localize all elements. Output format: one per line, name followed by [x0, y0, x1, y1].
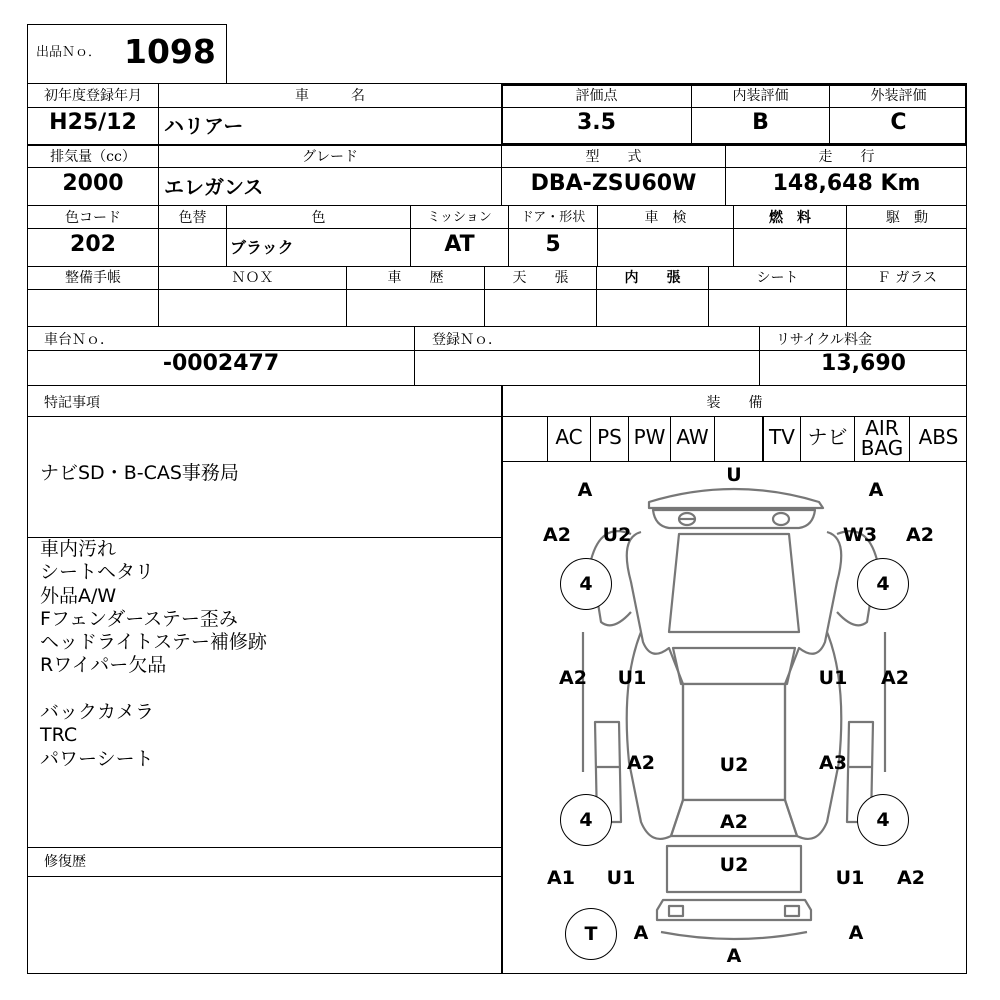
tire-spare: T — [565, 908, 617, 960]
damage-mark: A — [633, 922, 649, 944]
rule — [27, 326, 967, 327]
recycle-label: リサイクル料金 — [776, 332, 873, 348]
remarks-label: 特記事項 — [44, 395, 100, 411]
reg-date-label: 初年度登録年月 — [44, 88, 142, 104]
damage-mark: A3 — [819, 752, 847, 774]
color-label: 色 — [311, 210, 326, 226]
remark-note: シートヘタリ — [40, 561, 155, 584]
fuel-label: 燃 料 — [769, 210, 811, 226]
inspection-label: 車 検 — [644, 210, 687, 226]
rule — [27, 847, 501, 848]
interior-label: 内装評価 — [732, 88, 789, 104]
lot-number: 1098 — [124, 32, 216, 71]
f-glass-label: Ｆ ガラス — [876, 270, 938, 286]
remarks-main: ナビSD・B-CAS事務局 — [40, 462, 239, 484]
damage-mark: U — [726, 464, 742, 486]
front-bumper — [649, 489, 823, 508]
interior-value: B — [752, 110, 769, 135]
model-value: DBA-ZSU60W — [530, 171, 697, 196]
damage-mark: A2 — [881, 667, 909, 689]
transmission-label: ミッション — [427, 210, 492, 225]
damage-mark: A — [848, 922, 864, 944]
remark-note: Rワイパー欠品 — [40, 654, 167, 677]
damage-mark: U2 — [719, 754, 749, 776]
equipment-ps: PS — [591, 417, 629, 461]
remark-note: バックカメラ — [40, 701, 155, 724]
grade-value: エレガンス — [164, 175, 264, 199]
drive-label: 駆 動 — [886, 210, 928, 226]
lot-label: 出品Ｎｏ． — [36, 45, 102, 60]
seat-label: シート — [756, 270, 799, 286]
damage-mark: A2 — [627, 752, 655, 774]
front-grille — [653, 510, 815, 528]
color-code-label: 色コード — [65, 210, 121, 226]
hood — [669, 534, 799, 632]
displacement-value: 2000 — [62, 171, 124, 196]
maintenance-label: 整備手帳 — [65, 270, 121, 286]
damage-mark: U2 — [719, 854, 749, 876]
nox-label: ＮＯＸ — [231, 270, 274, 286]
windshield — [673, 648, 795, 684]
rule — [27, 205, 967, 206]
remark-note: 車内汚れ — [40, 538, 117, 560]
car-name-label: 車 名 — [295, 88, 365, 104]
mileage-label: 走 行 — [818, 149, 875, 165]
grade-label: グレード — [302, 149, 358, 165]
damage-mark: A — [577, 479, 593, 501]
equipment-tv: TV — [763, 417, 801, 461]
chassis-value: -0002477 — [162, 351, 280, 376]
equipment-navi: ナビ — [801, 417, 855, 461]
remarks-notes — [40, 538, 267, 771]
mileage-value: 148,648 Km — [772, 171, 921, 196]
remark-note: TRC — [40, 724, 78, 747]
equipment-airbag: AIR BAG — [855, 417, 910, 461]
remark-note: 外品A/W — [40, 584, 117, 607]
equipment-row — [502, 417, 967, 461]
repair-label: 修復歴 — [44, 854, 86, 870]
color-value: ブラック — [230, 238, 294, 257]
history-label: 車 歴 — [387, 270, 444, 286]
exterior-value: C — [890, 110, 907, 135]
equipment-abs: ABS — [918, 425, 959, 449]
damage-mark: A2 — [559, 667, 587, 689]
damage-mark: U2 — [602, 524, 632, 546]
score-label: 評価点 — [575, 88, 618, 104]
damage-mark: U1 — [606, 867, 636, 889]
recycle-value: 13,690 — [821, 351, 906, 376]
reg-date-value: H25/12 — [49, 110, 137, 135]
rule — [27, 167, 967, 168]
damage-mark: A2 — [720, 811, 748, 833]
tire-front-left: 4 — [560, 558, 612, 610]
remark-note — [40, 678, 267, 701]
damage-mark: W3 — [842, 524, 878, 546]
rule — [27, 266, 967, 267]
damage-mark: A2 — [897, 867, 925, 889]
rule — [27, 385, 967, 386]
displacement-label: 排気量（cc） — [50, 149, 136, 165]
damage-mark: U1 — [617, 667, 647, 689]
remark-note: ヘッドライトステー補修跡 — [40, 631, 267, 654]
equipment-label: 装 備 — [706, 395, 763, 411]
remark-note: Fフェンダーステー歪み — [40, 607, 238, 630]
roof-label: 天 張 — [512, 270, 569, 286]
damage-mark: U1 — [835, 867, 865, 889]
tire-front-right: 4 — [857, 558, 909, 610]
tire-rear-left: 4 — [560, 794, 612, 846]
damage-mark: A2 — [543, 524, 571, 546]
equipment-ac: AC — [548, 417, 591, 461]
roof — [683, 684, 785, 800]
transmission-value: AT — [444, 232, 475, 257]
rule — [27, 289, 967, 290]
registration-label: 登録Ｎｏ． — [432, 332, 502, 348]
color-change-label: 色替 — [178, 210, 207, 226]
damage-mark: A2 — [906, 524, 934, 546]
interior-roof-label: 内 張 — [624, 270, 681, 286]
rule — [27, 228, 967, 229]
model-label: 型 式 — [585, 149, 642, 165]
lot-box — [27, 24, 227, 84]
doors-value: 5 — [545, 232, 561, 257]
remark-note: パワーシート — [40, 747, 154, 770]
damage-mark: U1 — [818, 667, 848, 689]
damage-mark: A — [868, 479, 884, 501]
equipment-blank — [715, 417, 763, 461]
damage-mark: A — [726, 945, 742, 967]
rule — [27, 416, 501, 417]
equipment-aw: AW — [671, 417, 715, 461]
color-code-value: 202 — [70, 232, 116, 257]
damage-mark: A1 — [547, 867, 575, 889]
chassis-label: 車台Ｎｏ． — [44, 332, 114, 348]
exterior-label: 外装評価 — [870, 88, 927, 104]
car-name-value: ハリアー — [164, 114, 244, 138]
score-value: 3.5 — [577, 110, 616, 135]
equipment-pw: PW — [629, 417, 671, 461]
tire-rear-right: 4 — [857, 794, 909, 846]
equipment-blank — [530, 417, 548, 461]
rule — [27, 876, 501, 877]
doors-label: ドア・形状 — [520, 210, 586, 225]
